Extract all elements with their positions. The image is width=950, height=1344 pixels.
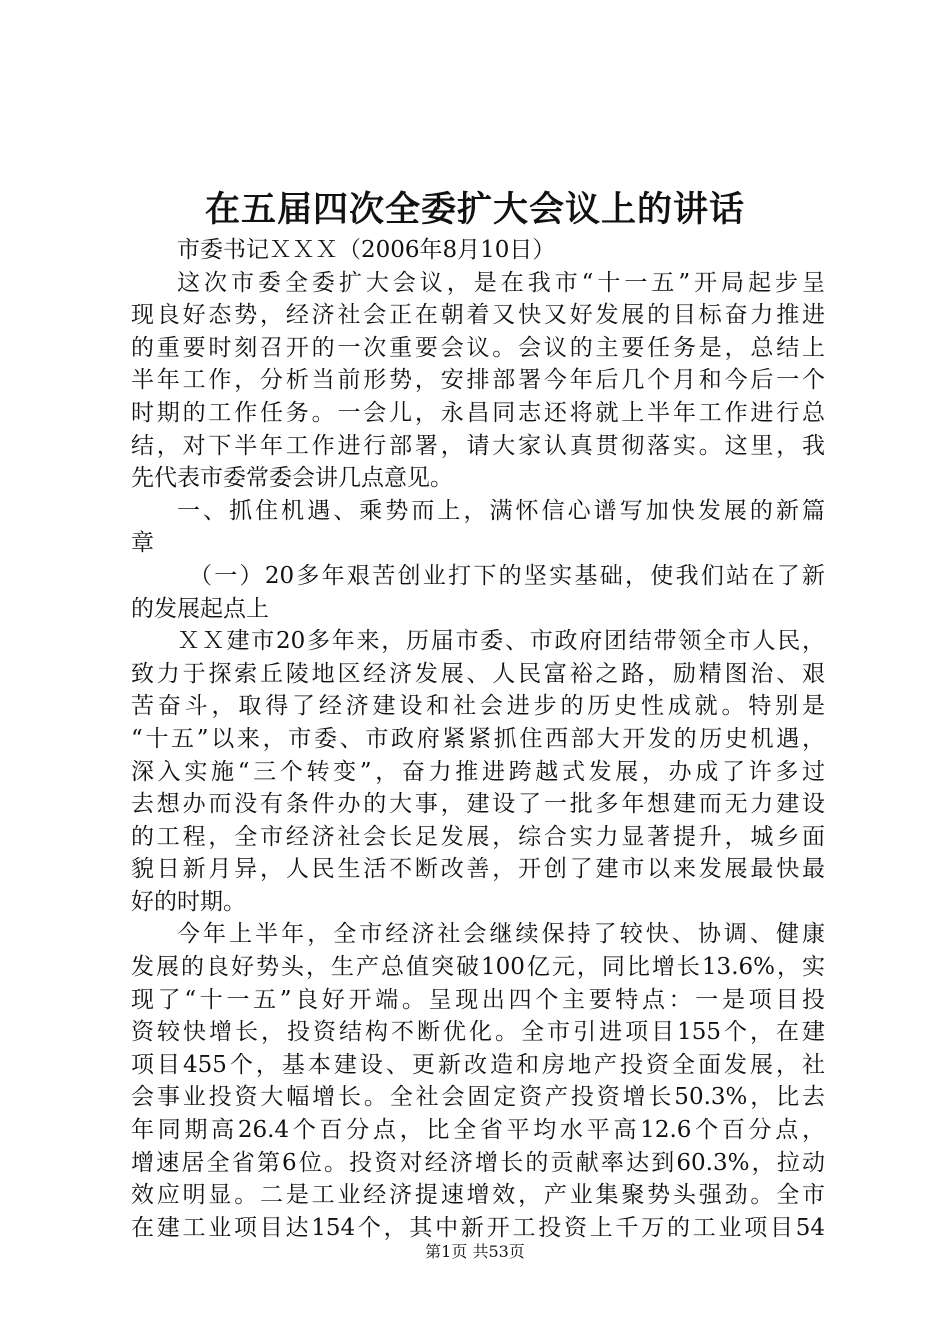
paragraph-line: “十五”以来，市委、市政府紧紧抓住西部大开发的历史机遇， — [131, 725, 825, 752]
paragraph-line: 半年工作，分析当前形势，安排部署今年后几个月和今后一个 — [131, 367, 825, 394]
paragraph-line: 先代表市委常委会讲几点意见。 — [131, 465, 453, 492]
paragraph-line: 深入实施“三个转变”，奋力推进跨越式发展，办成了许多过 — [131, 758, 825, 785]
paragraph-line: 致力于探索丘陵地区经济发展、人民富裕之路，励精图治、艰 — [131, 660, 825, 687]
paragraph-line: 资较快增长，投资结构不断优化。全市引进项目155个，在建 — [131, 1019, 825, 1046]
paragraph-line: 貌日新月异，人民生活不断改善，开创了建市以来发展最快最 — [131, 856, 825, 883]
paragraph-line: 这次市委全委扩大会议，是在我市“十一五”开局起步呈 — [177, 269, 825, 296]
paragraph-line: 时期的工作任务。一会儿，永昌同志还将就上半年工作进行总 — [131, 399, 825, 426]
document-title: 在五届四次全委扩大会议上的讲话 — [204, 189, 745, 230]
subsection-heading-line: （一）20多年艰苦创业打下的坚实基础，使我们站在了新 — [189, 562, 825, 589]
section-heading-line: 章 — [131, 530, 154, 557]
page-number-footer: 第1页 共53页 — [425, 1242, 525, 1261]
paragraph-line: 效应明显。二是工业经济提速增效，产业集聚势头强劲。全市 — [131, 1182, 825, 1209]
paragraph-line: 好的时期。 — [131, 888, 246, 915]
subsection-heading-line: 的发展起点上 — [131, 595, 269, 622]
author-date-line: 市委书记ＸＸＸ（2006年8月10日） — [177, 237, 556, 263]
paragraph-line: 增速居全省第6位。投资对经济增长的贡献率达到60.3%，拉动 — [131, 1149, 825, 1176]
paragraph-line: 的重要时刻召开的一次重要会议。会议的主要任务是，总结上 — [131, 334, 825, 361]
paragraph-line: 现良好态势，经济社会正在朝着又快又好发展的目标奋力推进 — [131, 302, 825, 329]
document-body — [131, 234, 825, 1244]
paragraph-line: 在建工业项目达154个，其中新开工投资上千万的工业项目54 — [131, 1214, 825, 1241]
section-heading-line: 一、抓住机遇、乘势而上，满怀信心谱写加快发展的新篇 — [177, 497, 825, 524]
paragraph-line: ＸＸ建市20多年来，历届市委、市政府团结带领全市人民， — [177, 628, 825, 655]
paragraph-line: 项目455个，基本建设、更新改造和房地产投资全面发展，社 — [131, 1051, 825, 1078]
paragraph-line: 结，对下半年工作进行部署，请大家认真贯彻落实。这里，我 — [131, 432, 825, 459]
paragraph-line: 现了“十一五”良好开端。呈现出四个主要特点：一是项目投 — [131, 986, 825, 1013]
paragraph-line: 今年上半年，全市经济社会继续保持了较快、协调、健康 — [177, 921, 825, 948]
paragraph-line: 去想办而没有条件办的大事，建设了一批多年想建而无力建设 — [131, 791, 825, 818]
paragraph-line: 年同期高26.4个百分点，比全省平均水平高12.6个百分点， — [131, 1117, 825, 1144]
paragraph-line: 发展的良好势头，生产总值突破100亿元，同比增长13.6%，实 — [131, 954, 825, 981]
paragraph-line: 苦奋斗，取得了经济建设和社会进步的历史性成就。特别是 — [131, 693, 825, 720]
paragraph-line: 的工程，全市经济社会长足发展，综合实力显著提升，城乡面 — [131, 823, 825, 850]
paragraph-line: 会事业投资大幅增长。全社会固定资产投资增长50.3%，比去 — [131, 1084, 825, 1111]
